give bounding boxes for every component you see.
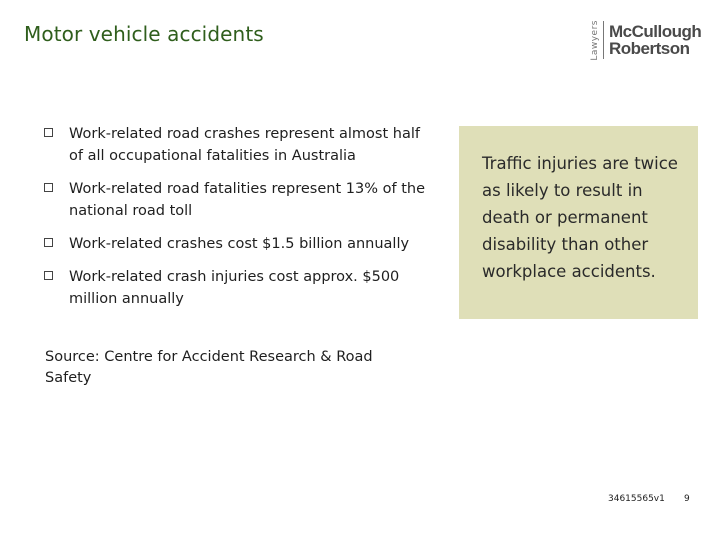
bullet-text: Work-related crash injuries cost approx. $500 million annually [69, 269, 400, 307]
source-note: Source: Centre for Accident Research & Road Safety [45, 349, 373, 386]
page-number: 9 [684, 494, 690, 504]
square-bullet-icon [44, 183, 53, 192]
bullet-list [42, 123, 434, 321]
square-bullet-icon [44, 271, 53, 280]
slide-title: Motor vehicle accidents [24, 22, 264, 46]
callout-text: Traffic injuries are twice as likely to result in death or permanent disability than other workplace accidents. [482, 154, 678, 281]
square-bullet-icon [44, 238, 53, 247]
callout-box [459, 126, 698, 319]
bullet-text: Work-related road fatalities represent 13% of the national road toll [69, 181, 425, 219]
bullet-item [42, 123, 434, 167]
bullet-item [42, 266, 434, 310]
logo-line-2: Robertson [609, 39, 690, 58]
bullet-text: Work-related road crashes represent almost half of all occupational fatalities in Australia [69, 126, 420, 164]
document-reference: 34615565v1 [608, 494, 665, 504]
bullet-item [42, 233, 434, 255]
logo-line-1: McCullough [609, 22, 702, 41]
bullet-text: Work-related crashes cost $1.5 billion annually [69, 236, 410, 252]
logo-divider [603, 21, 604, 59]
bullet-item [42, 178, 434, 222]
firm-logo [590, 20, 701, 60]
logo-tagline: Lawyers [590, 19, 600, 61]
square-bullet-icon [44, 128, 53, 137]
logo-wordmark [609, 23, 701, 57]
